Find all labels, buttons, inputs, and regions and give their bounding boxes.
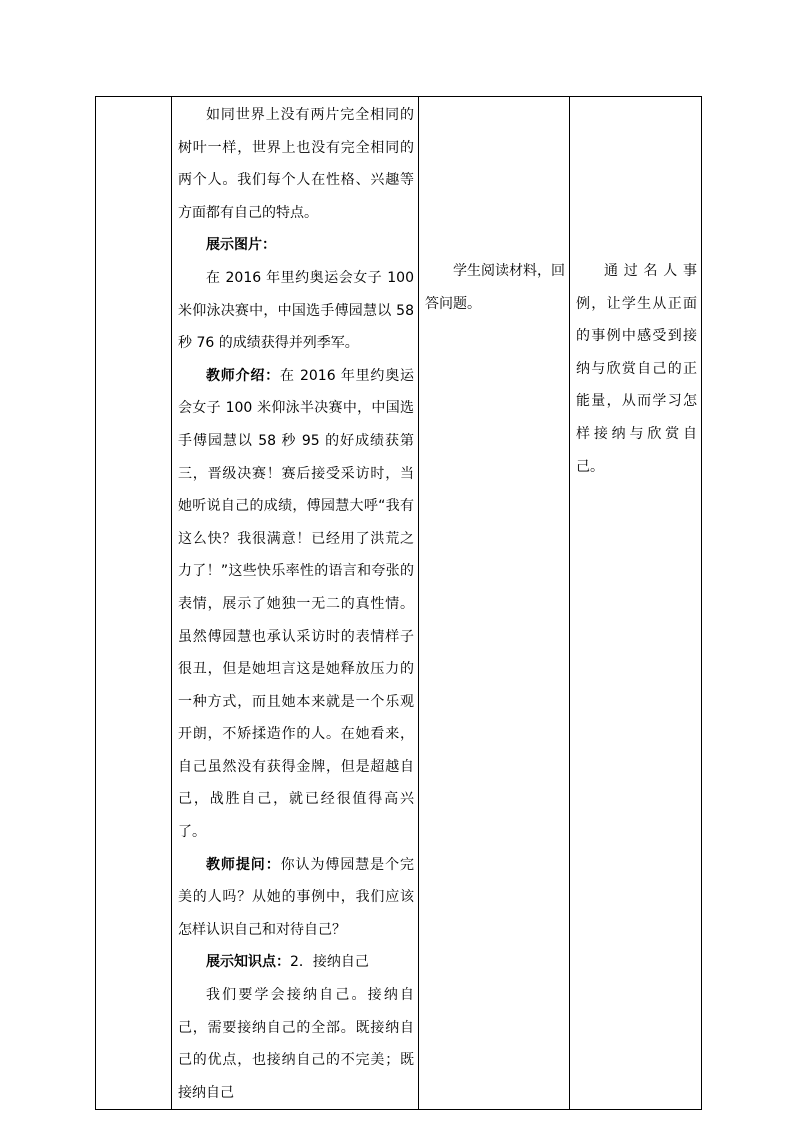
lesson-plan-table: [95, 96, 702, 1110]
show-image-label: 展示图片：: [206, 237, 276, 254]
student-activity-cell: [419, 97, 570, 1110]
teacher-question-label: 教师提问：: [206, 856, 281, 873]
table-row: [96, 97, 702, 1110]
stage-cell: [96, 97, 172, 1110]
intro-paragraph: 如同世界上没有两片完全相同的树叶一样，世界上也没有完全相同的两个人。我们每个人在性格、兴趣等方面都有自己的特点。: [178, 107, 414, 221]
show-image-heading: [178, 229, 414, 262]
teacher-intro-text: 在 2016 年里约奥运会女子 100 米仰泳半决赛中，中国选手傅园慧以 58 秒 95 的好成绩获第三，晋级决赛！赛后接受采访时，当她听说自己的成绩，傅园慧大呼“我有这么快？我很满意！已经用了洪荒之力了！”这些快乐率性的语言和夸张的表情，展示了她独一无二的真性情。虽然傅园慧也承认采访时的表情样子很丑，但是她坦言这是她释放压力的一种方式，而且她本来就是一个乐观开朗，不矫揉造作的人。在她看来，自己虽然没有获得金牌，但是超越自己，战胜自己，就已经很值得高兴了。: [178, 367, 415, 841]
teacher-intro-label: 教师介绍：: [206, 367, 280, 384]
student-activity-text: 学生阅读材料，回答问题。: [425, 263, 565, 312]
teacher-question-paragraph: [178, 849, 414, 947]
accept-self-paragraph: 我们要学会接纳自己。接纳自己，需要接纳自己的全部。既接纳自己的优点，也接纳自己的不完美；既接纳自己: [178, 987, 414, 1101]
teacher-intro-paragraph: [178, 360, 414, 849]
knowledge-point-label: 展示知识点：: [206, 954, 290, 971]
design-intent-cell: [570, 97, 702, 1110]
teacher-activity-cell: [172, 97, 419, 1110]
knowledge-point-text: 2．接纳自己: [290, 954, 369, 971]
image-caption-paragraph: 在 2016 年里约奥运会女子 100 米仰泳决赛中，中国选手傅园慧以 58 秒 76 的成绩获得并列季军。: [178, 269, 414, 352]
teacher-question-text: 你认为傅园慧是个完美的人吗？从她的事例中，我们应该怎样认识自己和对待自己？: [178, 856, 415, 938]
knowledge-point-paragraph: [178, 946, 414, 979]
design-intent-text: 通过名人事例，让学生从正面的事例中感受到接纳与欣赏自己的正能量，从而学习怎样接纳与欣赏自己。: [576, 263, 697, 475]
